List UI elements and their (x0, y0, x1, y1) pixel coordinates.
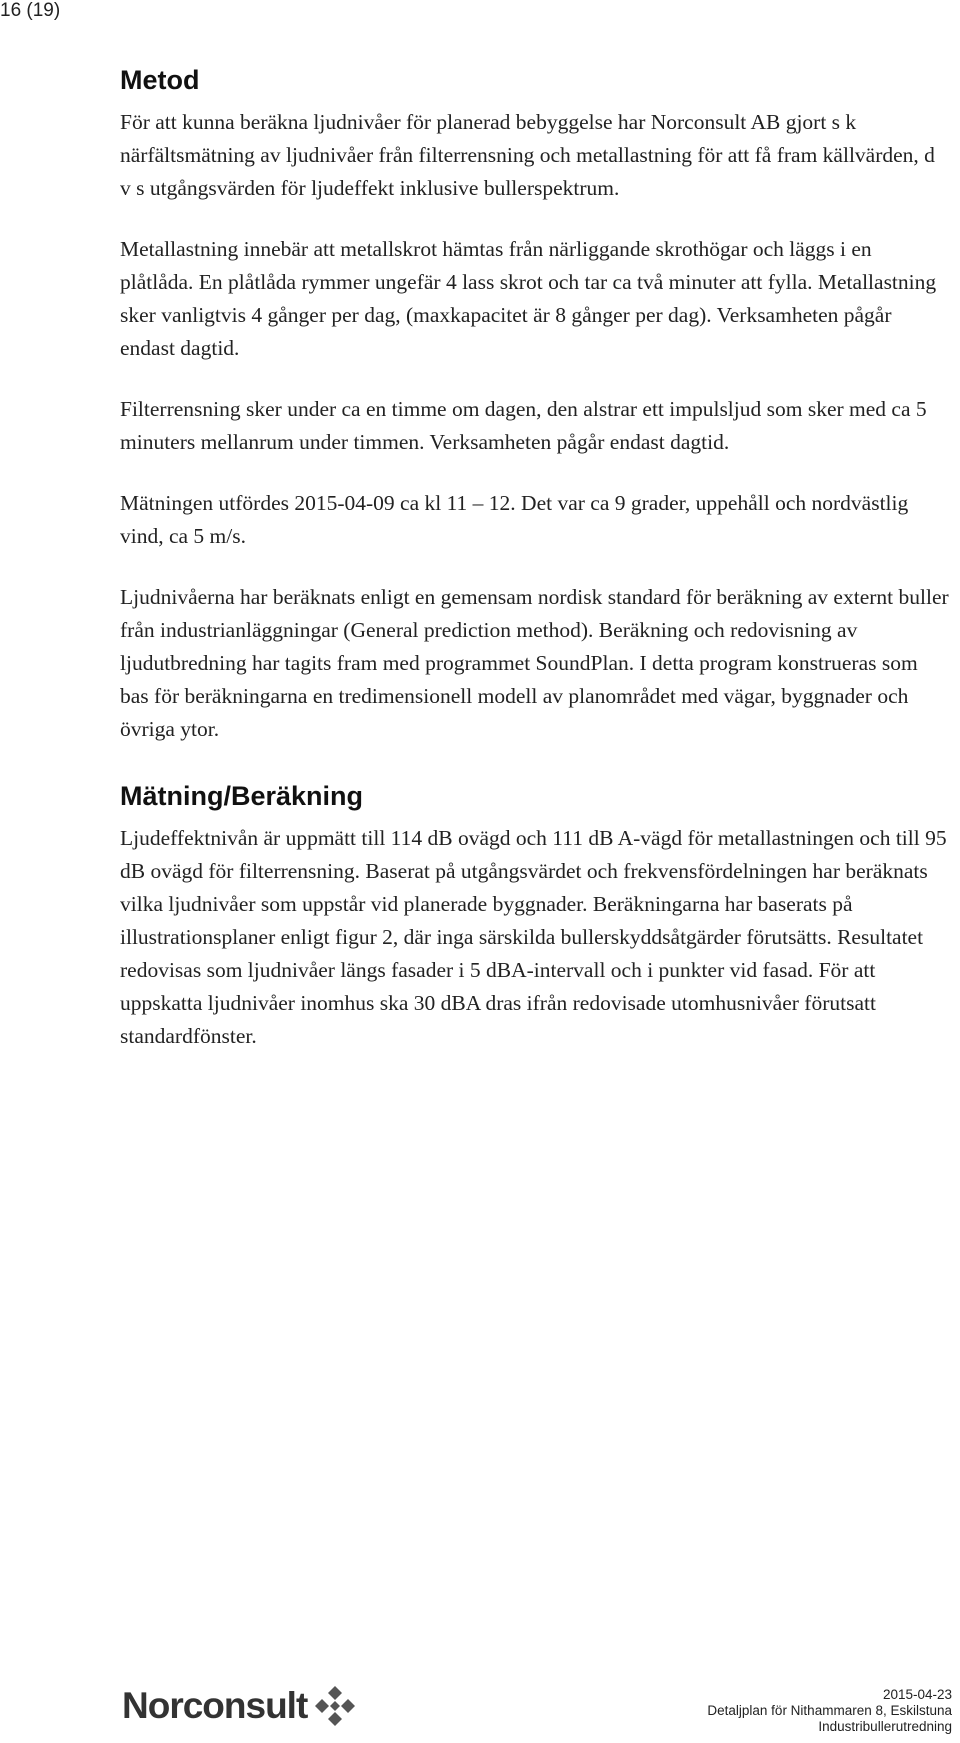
footer-project: Detaljplan för Nithammaren 8, Eskilstuna (707, 1703, 952, 1718)
paragraph: Mätningen utfördes 2015-04-09 ca kl 11 – 12. Det var ca 9 grader, uppehåll och nordvästlig vind, ca 5 m/s. (120, 491, 909, 548)
paragraph: Ljudeffektnivån är uppmätt till 114 dB ovägd och 111 dB A-vägd för metallastningen och till 95 dB ovägd för filterrensning. Baserat på utgångsvärdet och frekvensfördelningen har beräknats vilka ljudnivåer som uppstår vid planerade byggnader. Beräkningarna har baserats på illustrationsplaner enligt figur 2, där inga särskilda bullerskyddsåtgärder förutsätts. Resultatet redovisas som ljudnivåer längs fasader i 5 dBA-intervall och i punkter vid fasad. För att uppskatta ljudnivåer inomhus ska 30 dBA dras ifrån redovisade utomhusnivåer förutsatt standardfönster. (120, 826, 947, 1048)
footer-date: 2015-04-23 (882, 1687, 952, 1702)
norconsult-diamond-logo-icon (313, 1684, 357, 1728)
page-footer (122, 1684, 952, 1734)
paragraph: Metallastning innebär att metallskrot hämtas från närliggande skrothögar och läggs i en plåtlåda. En plåtlåda rymmer ungefär 4 lass skrot och tar ca två minuter att fylla. Metallastning sker vanligtvis 4 gånger per dag, (maxkapacitet är 8 gånger per dag). Verksamheten pågår endast dagtid. (120, 237, 937, 360)
section-heading-matning-berakning: Mätning/Beräkning (120, 781, 364, 811)
page-number: 16 (19) (0, 0, 61, 21)
document-body (120, 60, 950, 1081)
paragraph: Filterrensning sker under ca en timme om dagen, den alstrar ett impulsljud som sker med ca 5 minuters mellanrum under timmen. Verksamheten pågår endast dagtid. (120, 397, 927, 454)
paragraph: För att kunna beräkna ljudnivåer för planerad bebyggelse har Norconsult AB gjort s k närfältsmätning av ljudnivåer från filterrensning och metallastning för att få fram källvärden, d v s utgångsvärden för ljudeffekt inklusive bullerspektrum. (120, 110, 935, 200)
footer-info (707, 1687, 952, 1735)
footer-report: Industribullerutredning (818, 1719, 952, 1734)
logo-text: Norconsult (122, 1685, 308, 1726)
norconsult-logo (122, 1684, 357, 1728)
paragraph: Ljudnivåerna har beräknats enligt en gemensam nordisk standard för beräkning av externt buller från industrianläggningar (General prediction method). Beräkning och redovisning av ljudutbredning har tagits fram med programmet SoundPlan. I detta program konstrueras som bas för beräkningarna en tredimensionell modell av planområdet med vägar, byggnader och övriga ytor. (120, 585, 949, 741)
section-heading-metod: Metod (120, 65, 200, 95)
